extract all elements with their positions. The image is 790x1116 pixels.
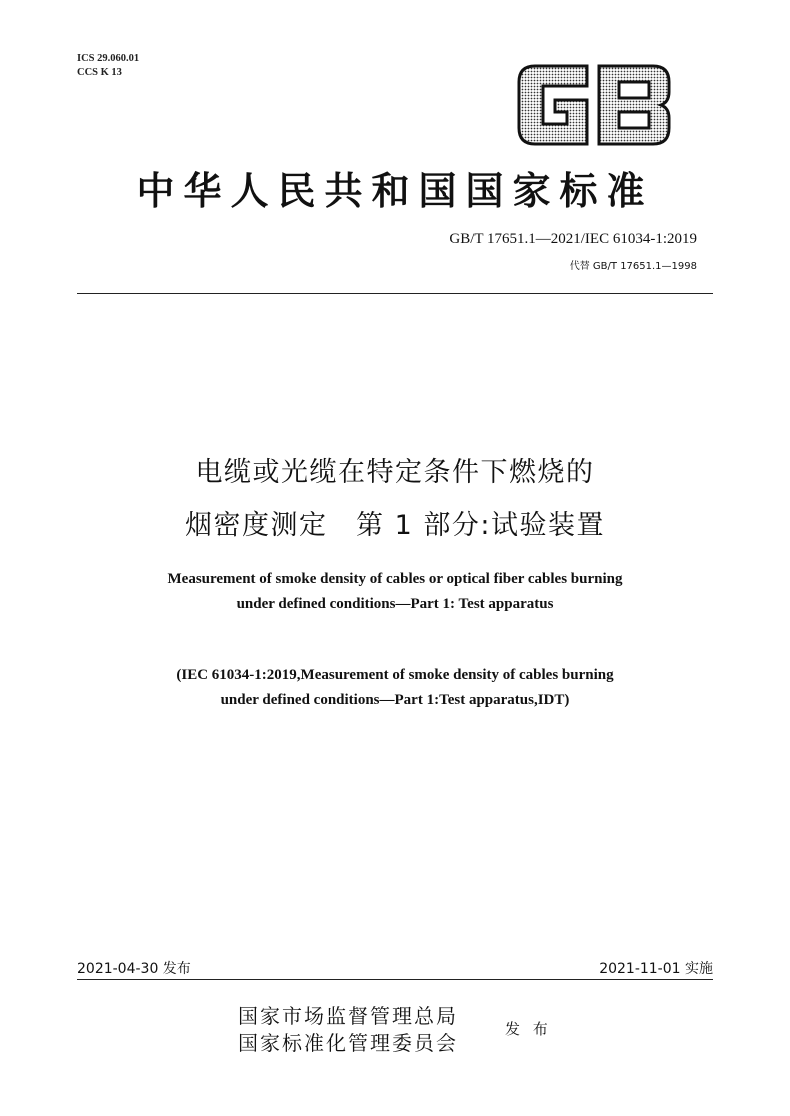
en-title-line2: under defined conditions—Part 1: Test apparatus bbox=[236, 596, 554, 612]
footer-divider bbox=[77, 979, 713, 980]
equivalence-line1: (IEC 61034-1:2019,Measurement of smoke density of cables burning bbox=[176, 667, 614, 683]
publisher-samr: 国家市场监督管理总局 bbox=[238, 1004, 458, 1028]
publish-label: 发 布 bbox=[505, 1020, 552, 1038]
cn-title-line1: 电缆或光缆在特定条件下燃烧的 bbox=[195, 457, 595, 488]
publisher-sac: 国家标准化管理委员会 bbox=[238, 1031, 458, 1055]
standard-type-title: 中华人民共和国国家标准 bbox=[136, 168, 654, 213]
gb-logo bbox=[515, 64, 673, 146]
cn-title-line2: 烟密度测定 第 1 部分:试验装置 bbox=[185, 510, 605, 541]
implementation-date: 2021-11-01 实施 bbox=[599, 961, 713, 977]
classification-codes bbox=[77, 52, 139, 80]
standard-number: GB/T 17651.1—2021/IEC 61034-1:2019 bbox=[449, 231, 697, 247]
issue-date: 2021-04-30 发布 bbox=[77, 961, 191, 977]
ics-code: ICS 29.060.01 bbox=[77, 53, 140, 64]
equivalence-line2: under defined conditions—Part 1:Test apparatus,IDT) bbox=[220, 692, 570, 708]
header-divider bbox=[77, 293, 713, 294]
ccs-code: CCS K 13 bbox=[77, 67, 122, 78]
replaces-standard: 代替 GB/T 17651.1—1998 bbox=[569, 261, 697, 272]
en-title-line1: Measurement of smoke density of cables or optical fiber cables burning bbox=[167, 571, 623, 587]
